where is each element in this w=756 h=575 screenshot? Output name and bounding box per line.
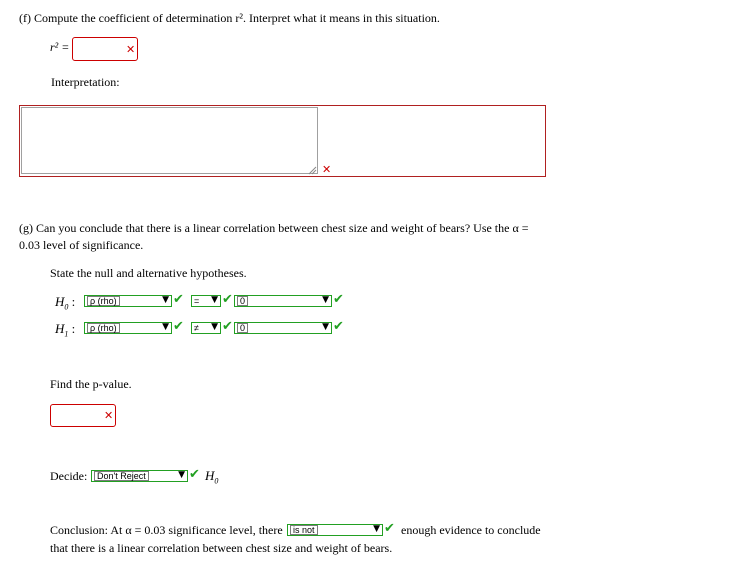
correct-icon: ✔ [173, 292, 184, 307]
conclusion-prefix: Conclusion: At α = 0.03 significance level, there [50, 523, 283, 537]
correct-icon: ✔ [222, 292, 233, 307]
part-g-question-line2: 0.03 level of significance. [19, 238, 144, 252]
r2-label: r² = [50, 40, 70, 54]
chevron-down-icon: ▼ [162, 295, 169, 305]
chevron-down-icon: ▼ [162, 322, 169, 332]
correct-icon: ✔ [189, 467, 200, 482]
wrong-icon: ✕ [126, 44, 136, 56]
conclusion-suffix: enough evidence to conclude [401, 523, 541, 537]
correct-icon: ✔ [222, 319, 233, 334]
h1-relation-select[interactable]: ≠ ▼ [191, 322, 221, 334]
h1-symbol: $H_1$ : [55, 321, 76, 339]
conclusion-line2: that there is a linear correlation between chest size and weight of bears. [50, 541, 393, 555]
chevron-down-icon: ▼ [322, 295, 329, 305]
decide-target: $H_0$ [205, 468, 219, 486]
pvalue-label: Find the p-value. [50, 377, 132, 391]
correct-icon: ✔ [333, 292, 344, 307]
h0-value-select[interactable]: 0 ▼ [234, 295, 332, 307]
part-f-question: (f) Compute the coefficient of determination r². Interpret what it means in this situation. [19, 11, 440, 25]
interpretation-label: Interpretation: [51, 75, 120, 89]
wrong-icon: ✕ [104, 410, 114, 422]
chevron-down-icon: ▼ [211, 322, 218, 332]
part-g-question-line1: (g) Can you conclude that there is a linear correlation between chest size and weight of bears? Use the α = [19, 221, 529, 235]
h1-value-select[interactable]: 0 ▼ [234, 322, 332, 334]
chevron-down-icon: ▼ [178, 470, 185, 480]
wrong-icon: ✕ [322, 164, 332, 176]
chevron-down-icon: ▼ [322, 322, 329, 332]
chevron-down-icon: ▼ [211, 295, 218, 305]
resize-handle-icon[interactable] [307, 164, 317, 174]
interpretation-textarea[interactable] [21, 107, 318, 174]
h1-parameter-select[interactable]: ρ (rho) ▼ [84, 322, 172, 334]
decide-label: Decide: [50, 469, 88, 483]
h0-relation-select[interactable]: = ▼ [191, 295, 221, 307]
decide-select[interactable]: Don't Reject ▼ [91, 470, 188, 482]
conclusion-select[interactable]: is not ▼ [287, 524, 383, 536]
chevron-down-icon: ▼ [373, 524, 380, 534]
correct-icon: ✔ [384, 521, 395, 536]
correct-icon: ✔ [333, 319, 344, 334]
hypotheses-label: State the null and alternative hypotheses. [50, 266, 247, 280]
h0-symbol: $H_0$ : [55, 294, 76, 312]
correct-icon: ✔ [173, 319, 184, 334]
h0-parameter-select[interactable]: ρ (rho) ▼ [84, 295, 172, 307]
